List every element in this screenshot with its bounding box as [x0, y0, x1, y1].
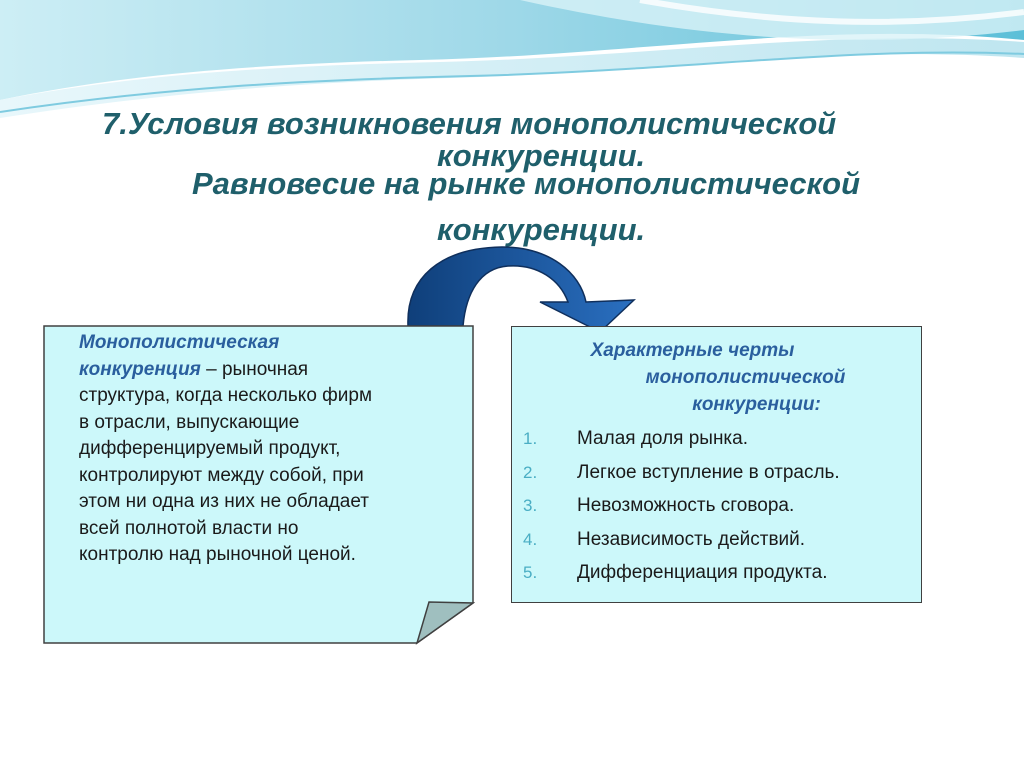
features-title-line-2: монополистической — [645, 367, 846, 388]
slide-title-line-3: Равновесие на рынке монополистической — [192, 166, 861, 201]
curved-arrow-icon — [390, 238, 690, 338]
features-title — [512, 337, 921, 418]
definition-text-line: структура, когда несколько фирм — [79, 385, 373, 406]
definition-text-line: контролю над рыночной ценой. — [79, 544, 356, 565]
slide-title-line-1: 7.Условия возникновения монополистической — [102, 106, 837, 141]
list-item-label: Легкое вступление в отрасль. — [577, 461, 840, 483]
definition-text-line-0: – рыночная — [200, 358, 309, 380]
list-item-label: Малая доля рынка. — [577, 428, 749, 449]
list-item-number: 2. — [523, 462, 538, 482]
definition-text-line: этом ни одна из них не обладает — [79, 491, 370, 512]
list-item-number: 1. — [523, 429, 538, 448]
definition-term-line-2: конкуренция — [79, 358, 201, 380]
list-item-label: Независимость действий. — [577, 528, 806, 550]
list-item-number: 3. — [523, 496, 538, 515]
definition-text-line: всей полнотой власти но — [79, 517, 299, 539]
definition-text-line: дифференцируемый продукт, — [79, 438, 341, 459]
definition-term-line-1: Монополистическая — [79, 332, 280, 353]
list-item-number: 5. — [523, 563, 538, 582]
definition-text-line: контролируют между собой, при — [79, 464, 364, 486]
slide-title-line-2: конкуренции. — [437, 138, 646, 173]
features-title-line-3: конкуренции: — [692, 394, 821, 415]
features-box — [511, 326, 922, 603]
definition-text — [79, 330, 459, 569]
slide-title-line-4: конкуренции. — [437, 212, 646, 247]
list-item-label: Невозможность сговора. — [577, 495, 795, 516]
list-item-label: Дифференциация продукта. — [577, 562, 828, 583]
definition-text-line: в отрасли, выпускающие — [79, 411, 300, 433]
list-item-number: 4. — [523, 529, 538, 549]
features-title-line-1: Характерные черты — [590, 340, 795, 361]
